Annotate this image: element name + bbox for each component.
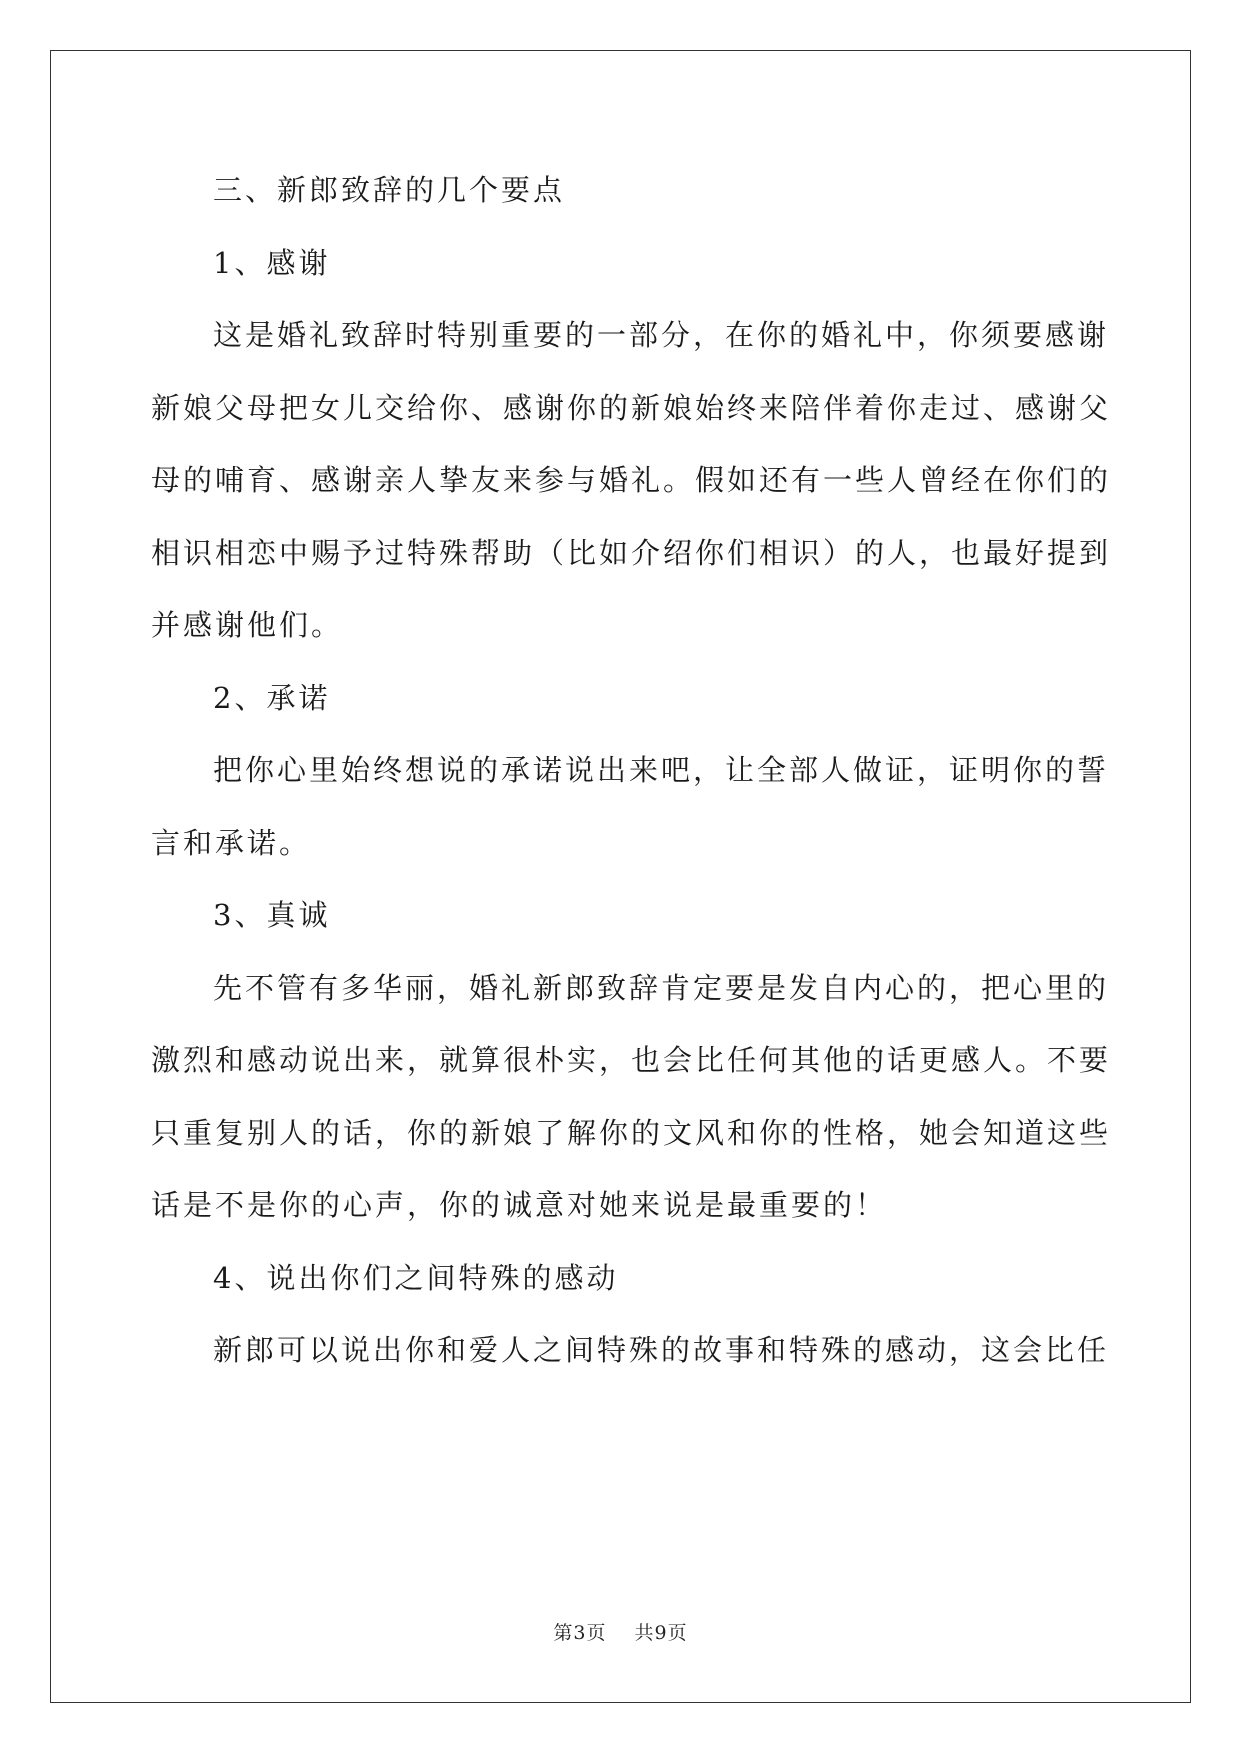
paragraph-line: 4、说出你们之间特殊的感动 [213, 1260, 619, 1295]
paragraph-line: 新郎可以说出你和爱人之间特殊的故事和特殊的感动，这会比任 [213, 1333, 1110, 1367]
page-total: 共9页 [634, 1622, 688, 1644]
paragraph-line: 2、承诺 [213, 680, 331, 715]
paragraph-line: 激烈和感动说出来，就算很朴实，也会比任何其他的话更感人。不要 [151, 1043, 1112, 1077]
paragraph-line: 先不管有多华丽，婚礼新郎致辞肯定要是发自内心的，把心里的 [213, 970, 1110, 1005]
paragraph-line: 言和承诺。 [151, 825, 312, 860]
paragraph-line: 把你心里始终想说的承诺说出来吧，让全部人做证，证明你的誓 [213, 753, 1110, 787]
paragraph-line: 三、新郎致辞的几个要点 [213, 173, 566, 207]
paragraph-line: 新娘父母把女儿交给你、感谢你的新娘始终来陪伴着你走过、感谢父 [151, 390, 1112, 425]
paragraph-line: 这是婚礼致辞时特别重要的一部分，在你的婚礼中，你须要感谢 [213, 318, 1110, 352]
paragraph-line: 并感谢他们。 [151, 608, 344, 642]
page-number: 第3页 [553, 1622, 607, 1644]
page-border [50, 50, 1191, 1703]
page-footer [0, 1618, 1241, 1645]
paragraph-line: 只重复别人的话，你的新娘了解你的文风和你的性格，她会知道这些 [151, 1115, 1112, 1150]
paragraph-line: 相识相恋中赐予过特殊帮助（比如介绍你们相识）的人，也最好提到 [151, 535, 1112, 570]
paragraph-line: 1、感谢 [213, 245, 331, 280]
paragraph-line: 3、真诚 [213, 898, 331, 932]
paragraph-line: 话是不是你的心声，你的诚意对她来说是最重要的！ [151, 1188, 888, 1222]
paragraph-line: 母的哺育、感谢亲人挚友来参与婚礼。假如还有一些人曾经在你们的 [151, 463, 1112, 497]
